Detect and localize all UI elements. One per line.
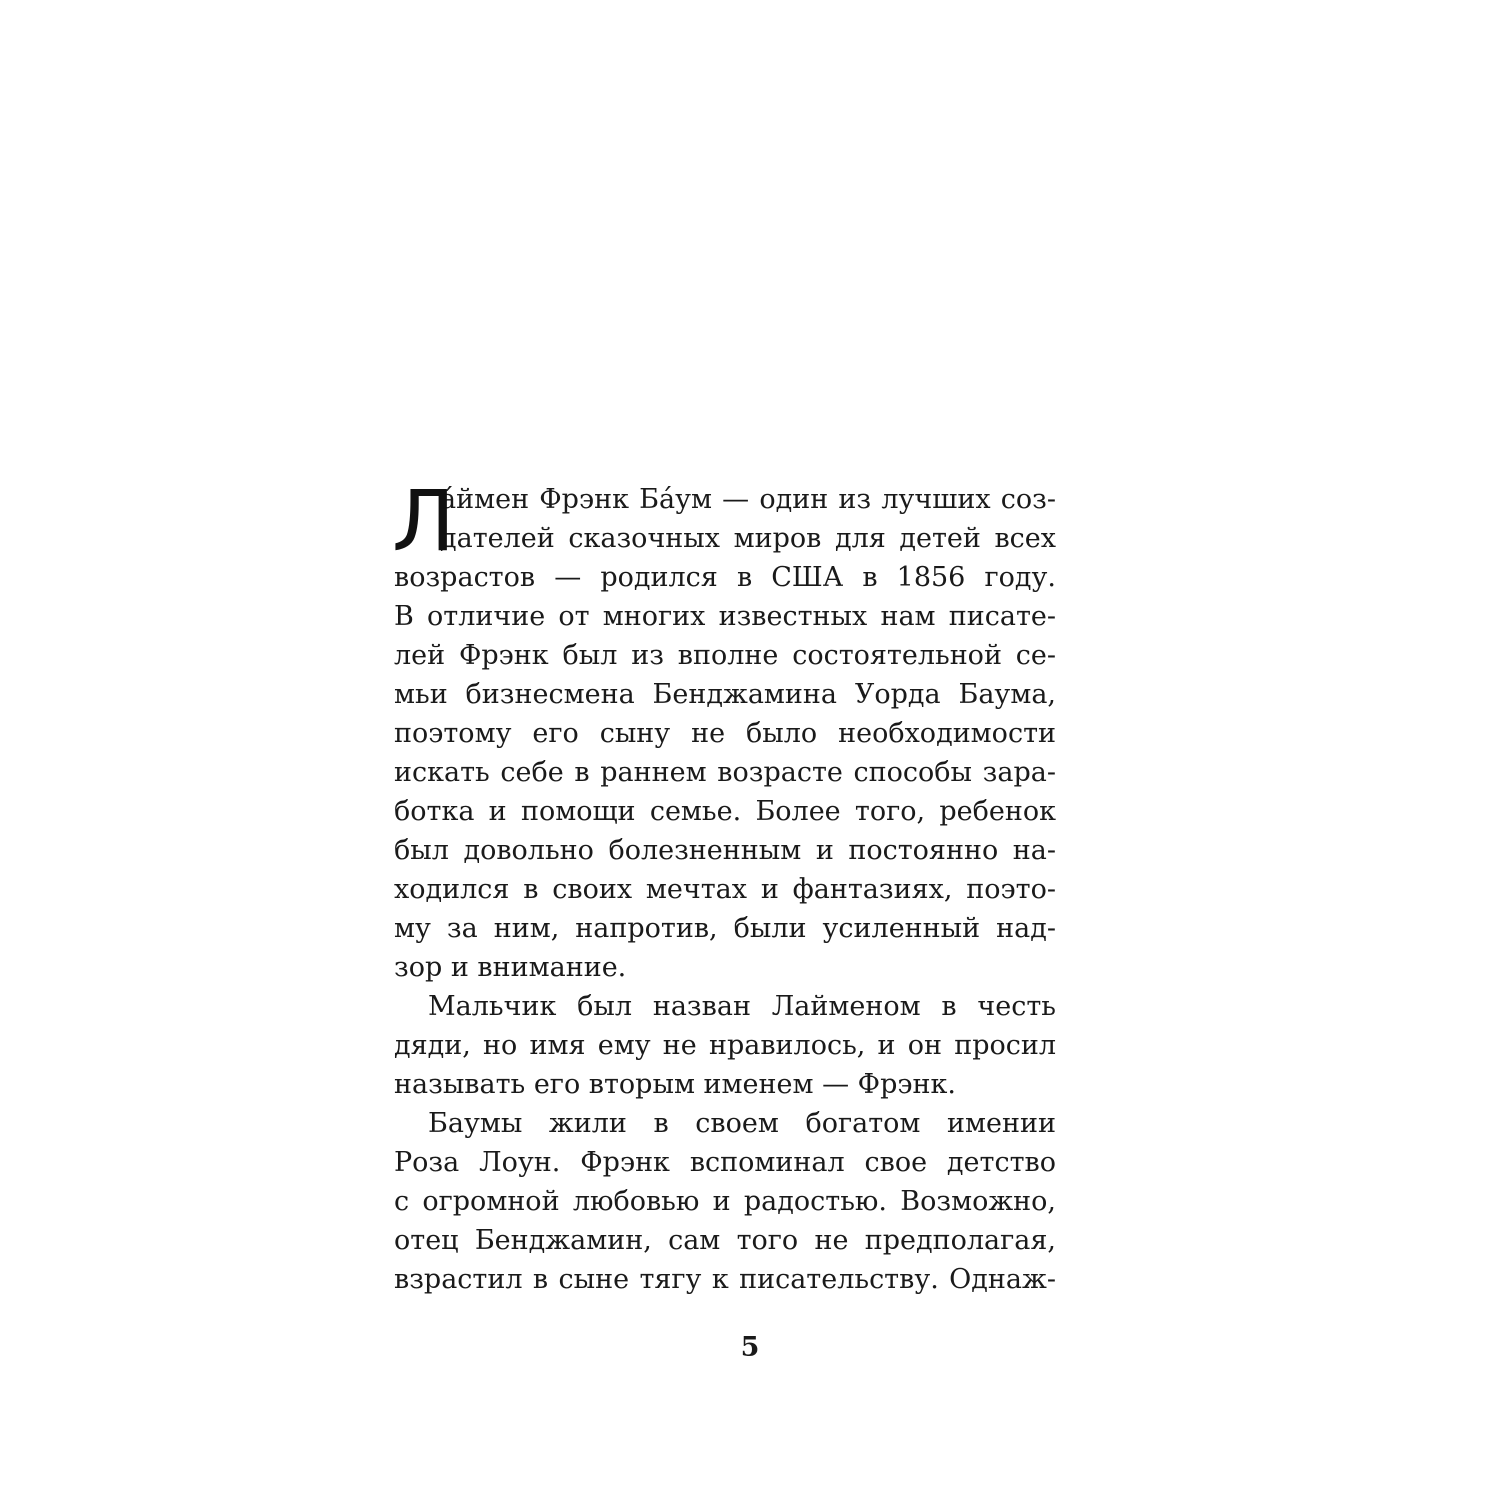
body-text <box>392 472 1056 1299</box>
text-line: взрастил в сыне тягу к писательству. Однаж- <box>394 1264 1056 1295</box>
text-line: искать себе в раннем возрасте способы зара- <box>394 757 1056 788</box>
text-line: возрастов — родился в США в 1856 году. <box>394 562 1056 593</box>
text-line: зор и внимание. <box>394 952 627 983</box>
text-line: ботка и помощи семье. Более того, ребенок <box>394 796 1056 827</box>
text-line: Роза Лоун. Фрэнк вспоминал свое детство <box>394 1147 1056 1178</box>
text-line: лей Фрэнк был из вполне состоятельной се- <box>394 640 1056 671</box>
text-line: отец Бенджамин, сам того не предполагая, <box>394 1225 1056 1256</box>
text-line: Мальчик был назван Лайменом в честь <box>428 991 1056 1022</box>
text-line: называть его вторым именем — Фрэнк. <box>394 1069 956 1100</box>
text-line: дяди, но имя ему не нравилось, и он просил <box>394 1030 1056 1061</box>
text-line: был довольно болезненным и постоянно на- <box>394 835 1056 866</box>
text-line: му за ним, напротив, были усиленный над- <box>394 913 1056 944</box>
text-line: Баумы жили в своем богатом имении <box>428 1108 1056 1139</box>
drop-cap: Л <box>392 472 456 570</box>
text-line: ходился в своих мечтах и фантазиях, поэто- <box>394 874 1056 905</box>
text-line: а́ймен Фрэнк Ба́ум — один из лучших соз- <box>440 484 1056 515</box>
text-line: мьи бизнесмена Бенджамина Уорда Баума, <box>394 679 1056 710</box>
text-line: с огромной любовью и радостью. Возможно, <box>394 1186 1056 1217</box>
page-number: 5 <box>740 1332 760 1363</box>
text-line: В отличие от многих известных нам писате- <box>394 601 1056 632</box>
text-line: поэтому его сыну не было необходимости <box>394 718 1056 749</box>
text-line: дателей сказочных миров для детей всех <box>440 523 1056 554</box>
